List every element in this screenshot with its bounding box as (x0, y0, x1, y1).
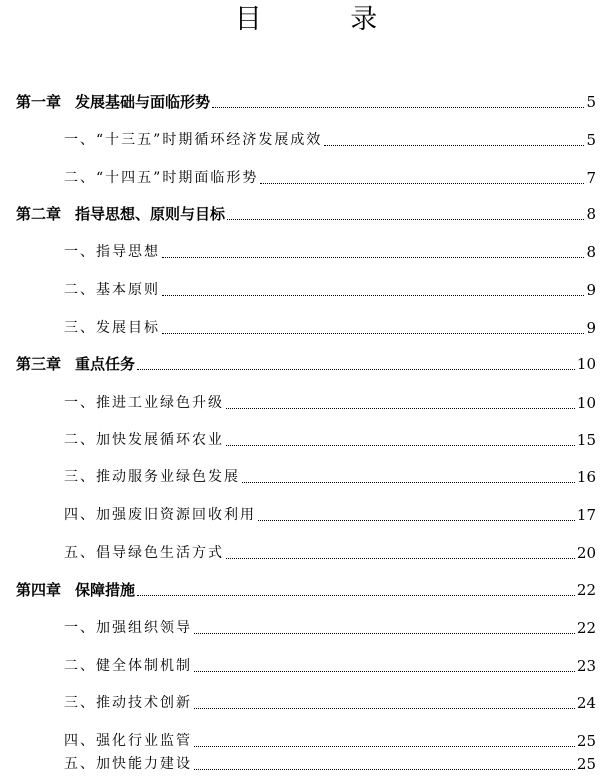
toc-section-2-1[interactable] (0, 238, 612, 262)
section-number: 一、 (64, 620, 96, 636)
toc-section-3-5[interactable] (0, 539, 612, 563)
toc-chapter-3[interactable] (0, 350, 612, 374)
page-number: 16 (576, 468, 596, 486)
page-number: 9 (586, 281, 596, 299)
section-number: 二、 (64, 170, 96, 186)
dot-leader (227, 218, 584, 220)
section-name: 发展目标 (96, 320, 160, 336)
section-name: 推动技术创新 (96, 695, 192, 711)
dot-leader (242, 481, 575, 483)
section-number: 二、 (64, 282, 96, 298)
section-number: 二、 (64, 658, 96, 674)
page-number: 23 (576, 657, 596, 675)
page-number: 9 (586, 319, 596, 337)
dot-leader (260, 182, 584, 184)
dot-leader (194, 745, 575, 747)
page-number: 8 (586, 205, 596, 223)
toc-section-3-2[interactable] (0, 426, 612, 450)
section-number: 一、 (64, 244, 96, 260)
page-title: 目 录 (234, 4, 418, 35)
toc-section-1-2[interactable] (0, 164, 612, 188)
dot-leader (194, 632, 575, 634)
page-number: 17 (576, 506, 596, 524)
section-number: 三、 (64, 469, 96, 485)
chapter-number: 第四章 (16, 581, 62, 599)
toc-section-2-3[interactable] (0, 314, 612, 338)
dot-leader (162, 294, 584, 296)
dot-leader (324, 144, 584, 146)
page-number: 5 (586, 93, 596, 111)
section-name: 强化行业监管 (96, 733, 192, 749)
dot-leader (226, 407, 575, 409)
section-name: 健全体制机制 (96, 658, 192, 674)
dot-leader (194, 707, 575, 709)
chapter-name: 发展基础与面临形势 (75, 93, 211, 111)
section-name: 加强组织领导 (96, 620, 192, 636)
toc-chapter-4[interactable] (0, 576, 612, 600)
toc-section-4-5[interactable] (0, 750, 612, 774)
section-number: 一、 (64, 132, 96, 148)
dot-leader (162, 332, 584, 334)
dot-leader (226, 444, 575, 446)
section-number: 二、 (64, 432, 96, 448)
toc-section-2-2[interactable] (0, 276, 612, 300)
dot-leader (226, 557, 575, 559)
toc-section-4-2[interactable] (0, 652, 612, 676)
chapter-name: 重点任务 (75, 355, 136, 373)
section-number: 四、 (64, 733, 96, 749)
page-number: 20 (576, 544, 596, 562)
section-name: 推动服务业绿色发展 (96, 469, 240, 485)
chapter-number: 第三章 (16, 355, 62, 373)
dot-leader (258, 519, 575, 521)
section-name: 加快能力建设 (96, 756, 192, 772)
chapter-name: 保障措施 (75, 581, 136, 599)
section-number: 三、 (64, 695, 96, 711)
section-number: 五、 (64, 756, 96, 772)
section-name: “十三五”时期循环经济发展成效 (96, 132, 323, 148)
section-number: 三、 (64, 320, 96, 336)
page-number: 5 (586, 131, 596, 149)
toc-section-3-4[interactable] (0, 501, 612, 525)
section-name: 基本原则 (96, 282, 160, 298)
section-name: 加快发展循环农业 (96, 432, 224, 448)
dot-leader (137, 368, 575, 370)
page-number: 15 (576, 431, 596, 449)
section-number: 一、 (64, 395, 96, 411)
toc-section-1-1[interactable] (0, 126, 612, 150)
dot-leader (137, 594, 575, 596)
section-name: 倡导绿色生活方式 (96, 545, 224, 561)
page-number: 22 (576, 581, 596, 599)
page-number: 10 (576, 355, 596, 373)
page-number: 10 (576, 394, 596, 412)
section-name: 加强废旧资源回收利用 (96, 507, 256, 523)
toc-section-4-3[interactable] (0, 689, 612, 713)
dot-leader (194, 670, 575, 672)
page-number: 24 (576, 694, 596, 712)
toc-section-4-1[interactable] (0, 614, 612, 638)
section-number: 五、 (64, 545, 96, 561)
section-number: 四、 (64, 507, 96, 523)
page-number: 22 (576, 619, 596, 637)
chapter-name: 指导思想、原则与目标 (75, 205, 226, 223)
toc-chapter-1[interactable] (0, 88, 612, 112)
page-number: 25 (576, 755, 596, 773)
toc-section-4-4[interactable] (0, 727, 612, 751)
toc-section-3-1[interactable] (0, 389, 612, 413)
page-number: 8 (586, 243, 596, 261)
toc-chapter-2[interactable] (0, 200, 612, 224)
toc-section-3-3[interactable] (0, 463, 612, 487)
dot-leader (162, 256, 584, 258)
chapter-number: 第一章 (16, 93, 62, 111)
section-name: “十四五”时期面临形势 (96, 170, 259, 186)
page-number: 25 (576, 732, 596, 750)
dot-leader (194, 768, 575, 770)
section-name: 指导思想 (96, 244, 160, 260)
chapter-number: 第二章 (16, 205, 62, 223)
page-number: 7 (586, 169, 596, 187)
dot-leader (212, 106, 584, 108)
section-name: 推进工业绿色升级 (96, 395, 224, 411)
